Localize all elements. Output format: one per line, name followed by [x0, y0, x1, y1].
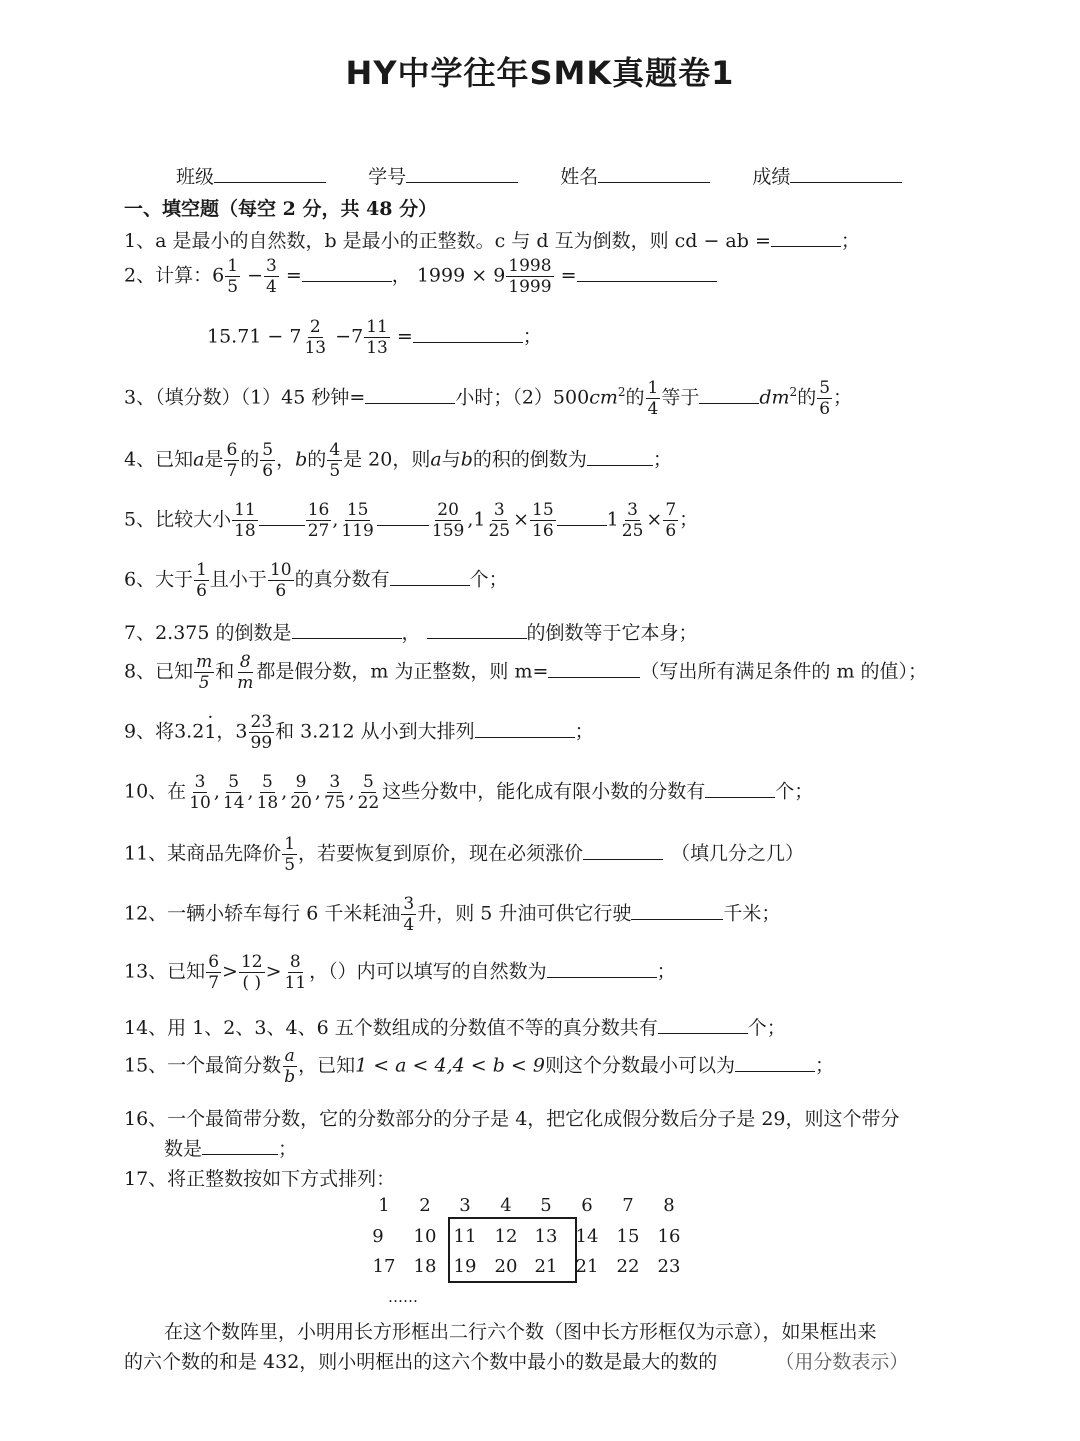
- question-4: 4、已知a是 $\frac{6}{7}$ 的 $\frac{5}{6}$ ，b的 $\frac{4}{5}$ 是 20，则a与b的积的倒数为 ；: [124, 440, 672, 481]
- answer-blank-4[interactable]: [587, 449, 653, 466]
- score-label: 成绩: [752, 166, 791, 188]
- fraction: $\frac{4}{5}$: [329, 440, 341, 481]
- fraction: $\frac{3}{10}$: [189, 772, 211, 813]
- fraction: $\frac{1}{5}$: [227, 256, 239, 297]
- question-12: 12、一辆小轿车每行 6 千米耗油 $\frac{3}{4}$ 升，则 5 升油可供它行驶 千米；: [124, 894, 781, 935]
- name-field[interactable]: [598, 166, 710, 183]
- answer-blank-14[interactable]: [658, 1017, 748, 1034]
- question-17-para-2: 的六个数的和是 432，则小明框出的这六个数中最小的数是最大的数的 （用分数表示）: [124, 1351, 909, 1373]
- grid-cell: 10: [413, 1226, 437, 1247]
- fraction: $\frac{16}{27}$: [307, 500, 330, 541]
- answer-blank-12[interactable]: [631, 903, 723, 920]
- fraction: $\frac{3}{4}$: [403, 894, 415, 935]
- question-10: 10、在 $\frac{3}{10}$ , $\frac{5}{14}$ , $\frac{5}{18}$ , $\frac{9}{20}$ , $\frac{3}{75}$ , $\frac{5}{22}$ 这些分数中，能化成有限小数的分数有 个；: [124, 772, 814, 813]
- fraction: $\frac{3}{75}$: [323, 772, 346, 813]
- grid-cell: 16: [657, 1226, 681, 1247]
- grid-cell: 4: [500, 1195, 512, 1216]
- fraction: $\frac{6}{7}$: [208, 952, 220, 993]
- fraction: $\frac{8}{m}$: [237, 652, 254, 693]
- score-field[interactable]: [790, 166, 902, 183]
- fraction: $\frac{6}{7}$: [226, 440, 238, 481]
- answer-blank-11[interactable]: [583, 843, 663, 860]
- grid-cell: 14: [575, 1226, 599, 1247]
- answer-blank-15[interactable]: [735, 1055, 815, 1072]
- fraction: $\frac{15}{119}$: [341, 500, 374, 541]
- grid-cell: 13: [534, 1226, 558, 1247]
- grid-cell: 8: [663, 1195, 675, 1216]
- grid-cell: 5: [540, 1195, 552, 1216]
- fraction: $\frac{11}{13}$: [366, 317, 388, 358]
- answer-blank-7b[interactable]: [427, 622, 527, 639]
- answer-blank-5b[interactable]: [377, 509, 429, 526]
- question-17-para-1: 在这个数阵里，小明用长方形框出二行六个数（图中长方形框仅为示意），如果框出来: [164, 1321, 877, 1343]
- grid-cell: 3: [459, 1195, 471, 1216]
- fraction: $\frac{5}{6}$: [819, 378, 831, 419]
- grid-cell: 9: [372, 1226, 384, 1247]
- grid-cell: 18: [413, 1256, 437, 1277]
- grid-cell: 15: [616, 1226, 640, 1247]
- fraction: $\frac{3}{4}$: [265, 256, 277, 297]
- question-9: 9、将3.2· 1，3 $\frac{23}{99}$ 和 3.212 从小到大排列 ；: [124, 712, 594, 753]
- answer-blank-6[interactable]: [390, 569, 470, 586]
- question-11: 11、某商品先降价 $\frac{1}{5}$ ，若要恢复到原价，现在必须涨价 （填几分之几）: [124, 834, 805, 875]
- fraction: $\frac{12}{( )}$: [240, 952, 263, 993]
- grid-cell: 19: [453, 1256, 477, 1277]
- page-title: HY中学往年SMK真题卷1: [345, 54, 735, 92]
- fraction: $\frac{1998}{1999}$: [508, 256, 552, 297]
- grid-cell: 22: [616, 1256, 640, 1277]
- grid-cell: 1: [378, 1195, 390, 1216]
- answer-blank-3b[interactable]: [699, 387, 759, 404]
- fraction: $\frac{1}{5}$: [284, 834, 296, 875]
- fraction: $\frac{1}{6}$: [196, 560, 207, 601]
- question-3: 3、（填分数）（1）45 秒钟= 小时；$(2)500cm^2$的 $\frac{1}{4}$ 等于 $dm^2$的 $\frac{5}{6}$ ；: [124, 378, 853, 419]
- question-8: 8、已知 $\frac{m}{5}$ 和 $\frac{8}{m}$ 都是假分数，m 为正整数，则 m= （写出所有满足条件的 m 的值）；: [124, 652, 928, 693]
- answer-blank-8[interactable]: [548, 661, 640, 678]
- answer-blank-9[interactable]: [475, 721, 575, 738]
- fraction: $\frac{11}{18}$: [234, 500, 256, 541]
- grid-cell: 20: [494, 1256, 518, 1277]
- grid-cell: 2: [419, 1195, 431, 1216]
- fraction: $\frac{5}{6}$: [262, 440, 274, 481]
- grid-cell: 21: [575, 1256, 599, 1277]
- fraction: $\frac{a}{b}$: [284, 1046, 296, 1087]
- name-label: 姓名: [560, 166, 599, 188]
- answer-blank-10[interactable]: [705, 781, 775, 798]
- answer-blank-13[interactable]: [547, 961, 657, 978]
- grid-cell: 7: [622, 1195, 634, 1216]
- selection-rectangle: [448, 1217, 577, 1283]
- question-5: 5、比较大小 $\frac{11}{18}$ $\frac{16}{27}$ , $\frac{15}{119}$ $\frac{20}{159}$ ,1 $\frac{3}{25}$ × $\frac{15}{16}$ 1 $\frac{3}{25}$ × $\frac{7}{6}$ ；: [124, 500, 699, 541]
- answer-blank-7a[interactable]: [292, 622, 402, 639]
- answer-blank-5a[interactable]: [259, 509, 305, 526]
- fraction: $\frac{10}{6}$: [269, 560, 292, 601]
- student-info-row: [176, 162, 902, 189]
- grid-cell: 6: [581, 1195, 593, 1216]
- student-number-field[interactable]: [406, 166, 518, 183]
- answer-blank-16[interactable]: [202, 1138, 278, 1155]
- fraction: $\frac{5}{18}$: [256, 772, 279, 813]
- grid-ellipsis: ……: [388, 1288, 418, 1306]
- question-2: 2、计算：6 $\frac{1}{5}$ − $\frac{3}{4}$ = ， 1999 × 9 $\frac{1998}{1999}$ =: [124, 256, 717, 297]
- question-7: 7、2.375 的倒数是 ， 的倒数等于它本身；: [124, 622, 698, 644]
- answer-blank-3a[interactable]: [365, 387, 455, 404]
- question-17: 17、将正整数按如下方式排列：: [124, 1168, 396, 1190]
- answer-blank-2c[interactable]: [413, 326, 523, 343]
- fraction: $\frac{9}{20}$: [290, 772, 312, 813]
- question-14: 14、用 1、2、3、4、6 五个数组成的分数值不等的真分数共有 个；: [124, 1017, 786, 1039]
- answer-blank-2b[interactable]: [577, 265, 717, 282]
- fraction: $\frac{5}{14}$: [222, 772, 245, 813]
- grid-cell: 21: [534, 1256, 558, 1277]
- question-1: 1、a 是最小的自然数，b 是最小的正整数。c 与 d 互为倒数，则 cd − ab = ；: [124, 230, 860, 252]
- grid-cell: 17: [372, 1256, 396, 1277]
- grid-cell: 12: [494, 1226, 518, 1247]
- fraction: $\frac{8}{11}$: [284, 952, 307, 993]
- fraction: $\frac{2}{13}$: [304, 317, 327, 358]
- answer-blank-1[interactable]: [771, 230, 841, 247]
- section-heading: 一、填空题（每空 2 分，共 48 分）: [124, 198, 438, 220]
- class-field[interactable]: [214, 166, 326, 183]
- grid-cell: 11: [453, 1226, 477, 1247]
- student-number-label: 学号: [368, 166, 407, 188]
- question-6: 6、大于 $\frac{1}{6}$ 且小于 $\frac{10}{6}$ 的真分数有 个；: [124, 560, 508, 601]
- question-16-cont: 数是 ；: [164, 1138, 298, 1160]
- fraction: $\frac{15}{16}$: [532, 500, 554, 541]
- fraction: $\frac{7}{6}$: [665, 500, 677, 541]
- question-13: 13、已知 $\frac{6}{7}$ > $\frac{12}{( )}$ > $\frac{8}{11}$ ，（）内可以填写的自然数为 ；: [124, 952, 676, 993]
- question-16: 16、一个最简带分数，它的分数部分的分子是 4，把它化成假分数后分子是 29，则这个带分: [124, 1108, 900, 1130]
- fraction: $\frac{3}{25}$: [621, 500, 644, 541]
- question-2-part-2: 15.71 − 7 $\frac{2}{13}$ −7 $\frac{11}{13}$ = ；: [207, 317, 542, 358]
- class-label: 班级: [176, 166, 215, 188]
- grid-cell: 23: [657, 1256, 681, 1277]
- answer-blank-2a[interactable]: [302, 265, 392, 282]
- answer-blank-5c[interactable]: [557, 509, 607, 526]
- fraction: $\frac{20}{159}$: [431, 500, 465, 541]
- fraction: $\frac{23}{99}$: [250, 712, 273, 753]
- fraction: $\frac{1}{4}$: [647, 378, 659, 419]
- question-15: 15、一个最简分数 $\frac{a}{b}$ ，已知1 < a < 4,4 < b < 9则这个分数最小可以为 ；: [124, 1046, 835, 1087]
- fraction: $\frac{3}{25}$: [488, 500, 511, 541]
- fraction: $\frac{m}{5}$: [196, 652, 213, 693]
- fraction: $\frac{5}{22}$: [357, 772, 380, 813]
